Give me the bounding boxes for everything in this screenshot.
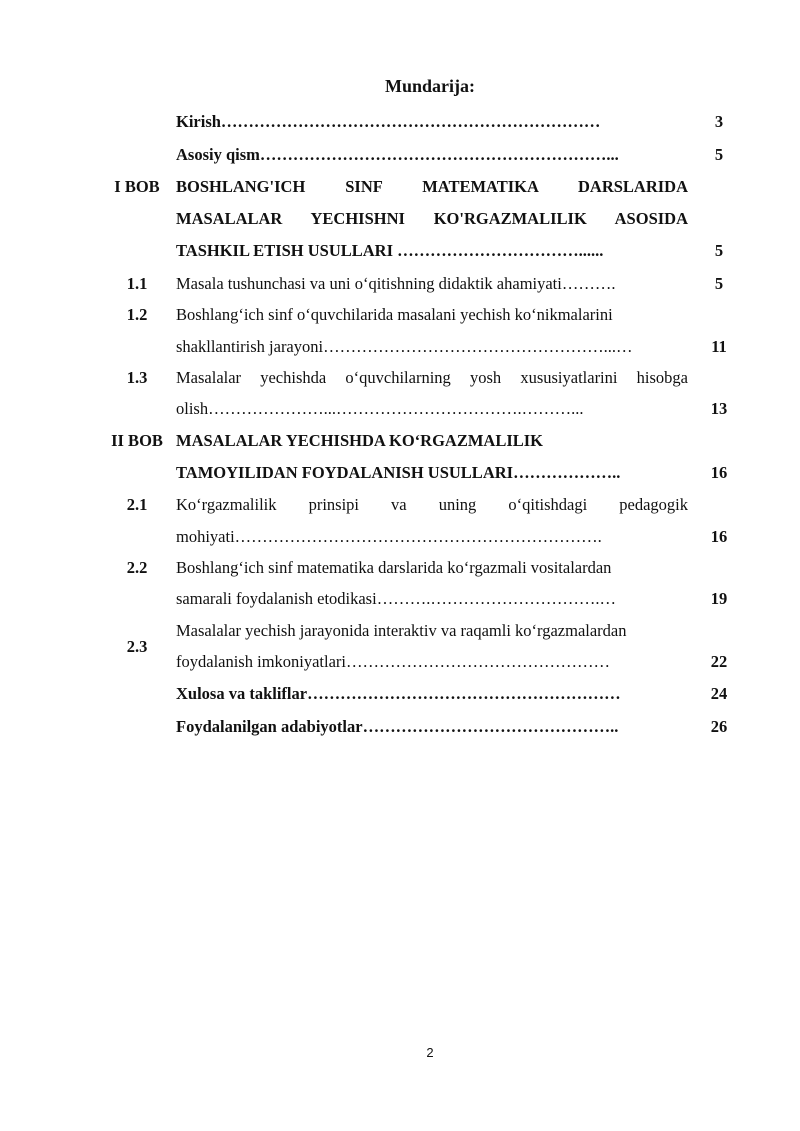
toc-entry-title-line: BOSHLANG'ICH SINF MATEMATIKA DARSLARIDA: [176, 177, 688, 196]
toc-page-number: 5: [714, 274, 724, 293]
toc-entry-title-line: mohiyati………………………………………………………….: [176, 527, 602, 546]
toc-entry-title: Masala tushunchasi va uni o‘qitishning didaktik ahamiyati……….: [176, 274, 616, 293]
toc-section-number: 2.1: [126, 495, 148, 514]
toc-section-number: 1.2: [126, 305, 148, 324]
toc-entry-title: Foydalanilgan adabiyotlar………………………………………..: [176, 717, 619, 736]
toc-entry-title-line: TAMOYILIDAN FOYDALANISH USULLARI………………..: [176, 463, 621, 482]
toc-entry-title-line: olish…………………...…………………………….………...: [176, 399, 584, 418]
toc-section-number: 1.3: [126, 368, 148, 387]
toc-page-number: 24: [710, 684, 728, 703]
toc-entry-title: Xulosa va takliflar…………………………………………………: [176, 684, 621, 703]
toc-entry-title-line: Ko‘rgazmalilik prinsipi va uning o‘qitishdagi pedagogik: [176, 495, 688, 514]
toc-chapter-number: II BOB: [111, 431, 163, 450]
toc-page-number: 19: [710, 589, 728, 608]
toc-section-number: 2.2: [126, 558, 148, 577]
toc-page-number: 13: [710, 399, 728, 418]
toc-entry-title-line: Masalalar yechish jarayonida interaktiv va raqamli ko‘rgazmalardan: [176, 621, 627, 640]
toc-page-number: 16: [710, 463, 728, 482]
toc-page-number: 3: [714, 112, 724, 131]
toc-entry-title-line: MASALALAR YECHISHNI KO'RGAZMALILIK ASOSIDA: [176, 209, 688, 228]
page-title: Mundarija:: [385, 76, 475, 96]
toc-chapter-number: I BOB: [114, 177, 160, 196]
toc-entry-title-line: samarali foydalanish etodikasi……….………………………….…: [176, 589, 616, 608]
toc-entry-title-line: Boshlang‘ich sinf matematika darslarida ko‘rgazmali vositalardan: [176, 558, 612, 577]
toc-page-number: 22: [710, 652, 728, 671]
toc-entry-title-line: Masalalar yechishda o‘quvchilarning yosh xususiyatlarini hisobga: [176, 368, 688, 387]
toc-page-number: 26: [710, 717, 728, 736]
toc-entry-title-line: foydalanish imkoniyatlari…………………………………………: [176, 652, 611, 671]
toc-entry-title-line: Boshlang‘ich sinf o‘quvchilarida masalani yechish ko‘nikmalarini: [176, 305, 613, 324]
toc-entry-title-line: TASHKIL ETISH USULLARI ……………………………......: [176, 241, 604, 260]
toc-entry-title: Asosiy qism………………………………………………………...: [176, 145, 619, 164]
toc-page-number: 5: [714, 145, 724, 164]
toc-page-number: 16: [710, 527, 728, 546]
toc-entry-title: Kirish……………………………………………………………: [176, 112, 601, 131]
toc-section-number: 2.3: [126, 637, 148, 656]
toc-entry-title-line: MASALALAR YECHISHDA KO‘RGAZMALILIK: [176, 431, 544, 450]
toc-page-number: 5: [714, 241, 724, 260]
toc-page-number: 11: [711, 337, 727, 356]
page-number: 2: [426, 1045, 434, 1060]
toc-entry-title-line: shakllantirish jarayoni……………………………………………...…: [176, 337, 633, 356]
toc-section-number: 1.1: [126, 274, 148, 293]
